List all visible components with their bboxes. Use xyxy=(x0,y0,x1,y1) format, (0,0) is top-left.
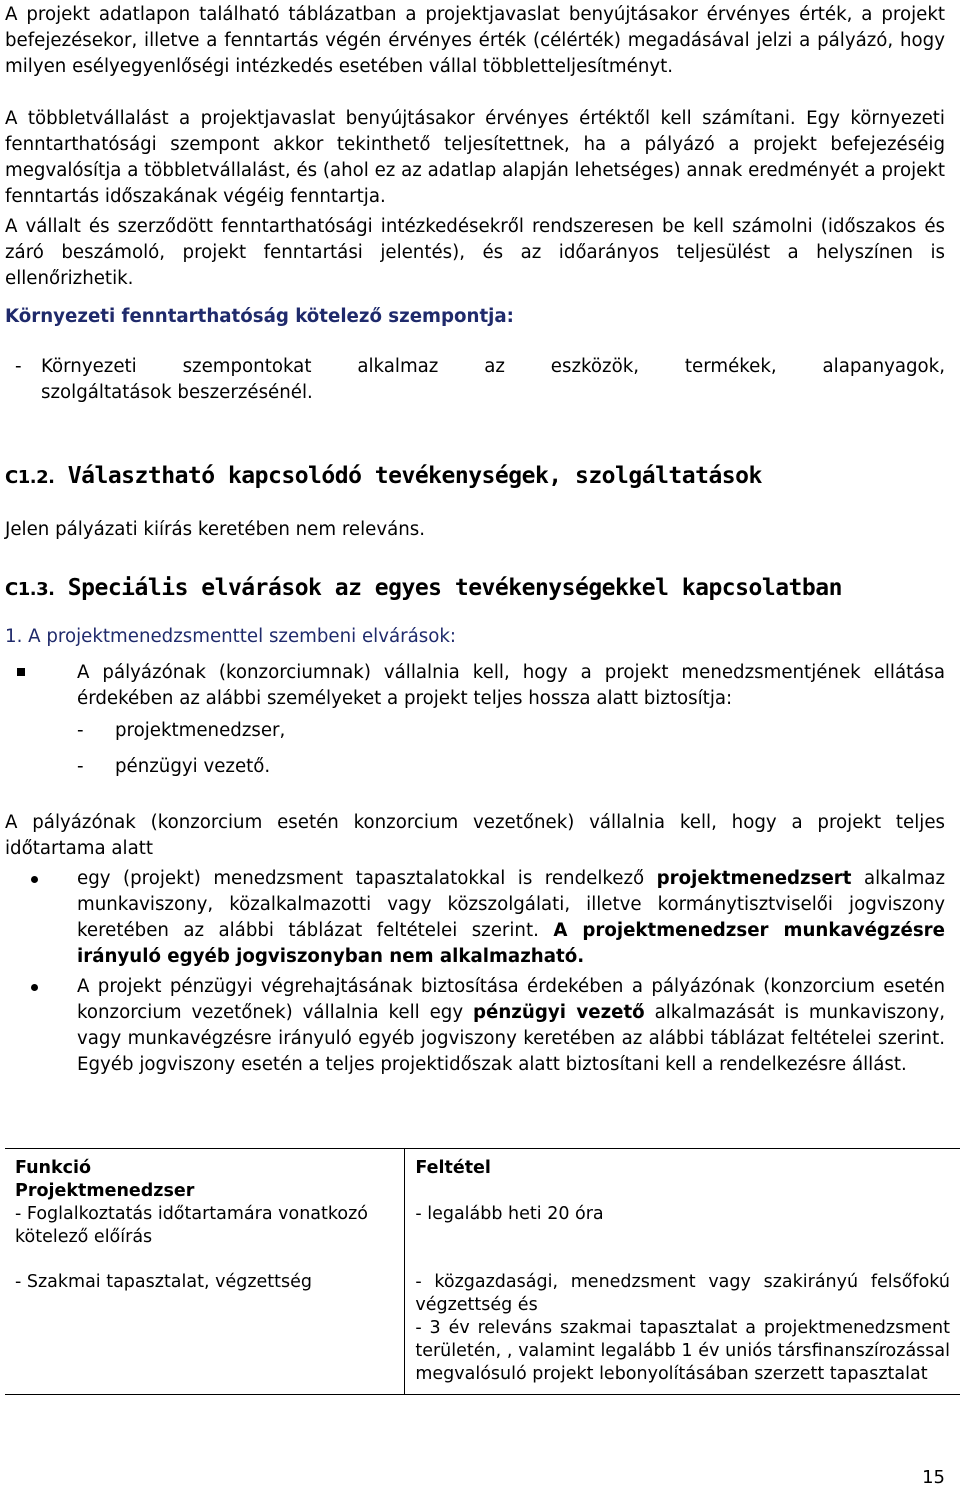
bullet1-b: projektmenedzsert xyxy=(656,868,852,889)
bullet2-c: alkalmazását is munkaviszony, vagy munkavégzésre irányuló egyéb jogviszony keretében az alábbi táblázat feltételei szerint. Egyéb jogviszony esetén a teljes projektidőszak alatt biztosítani kell a rendelkezésre állást. xyxy=(77,1002,945,1075)
env-item xyxy=(5,354,945,406)
col1-header: Funkció xyxy=(15,1158,92,1178)
env-dash: - xyxy=(15,356,22,377)
list-item xyxy=(77,718,285,744)
section-c13-title: Speciális elvárások az egyes tevékenységekkel kapcsolatban xyxy=(67,575,842,601)
role-dash: - xyxy=(77,756,84,777)
pm-subheading-number: 1. xyxy=(5,626,23,647)
section-c13-number: C1.3. xyxy=(5,579,55,600)
bullet-icon xyxy=(31,984,38,991)
role-2: pénzügyi vezető. xyxy=(115,756,271,777)
page-number: 15 xyxy=(922,1467,945,1488)
r1-function: - Foglalkoztatás időtartamára vonatkozó kötelező előírás xyxy=(15,1204,368,1247)
pm-subheading xyxy=(5,624,456,650)
bullet-icon xyxy=(31,876,38,883)
table-cell xyxy=(5,1249,405,1395)
env-heading: Környezeti fenntarthatóság kötelező szempontja: xyxy=(5,306,514,327)
role-dash: - xyxy=(77,720,84,741)
section-c12-heading xyxy=(5,461,762,493)
section-c12-number: C1.2. xyxy=(5,467,55,488)
square-bullet-icon xyxy=(17,668,25,676)
role-1: projektmenedzser, xyxy=(115,720,286,741)
role-label: Projektmenedzser xyxy=(15,1181,195,1201)
pm-square-item-text: A pályázónak (konzorciumnak) vállalnia kell, hogy a projekt menedzsmentjének ellátása érdekében az alábbi személyeket a projekt teljes hossza alatt biztosítja: xyxy=(77,662,945,709)
intro-paragraph-2 xyxy=(5,106,945,210)
r2-condition-2: - 3 év releváns szakmai tapasztalat a projektmenedzsment területén, , valamint legalább 1 év uniós társfinanszírozással megvalósuló projekt lebonyolításában szerzett tapasztalat xyxy=(415,1318,950,1384)
pm-bullet-list xyxy=(5,866,945,1078)
bullet1-d: A projektmenedzser munkavégzésre irányuló egyéb jogviszonyban nem alkalmazható. xyxy=(77,920,945,967)
bullet1-c: alkalmaz munkaviszony, közalkalmazotti vagy közszolgálati, illetve kormánytisztviselői jogviszony keretében az alábbi táblázat feltételei szerint. xyxy=(77,868,945,941)
table-cell xyxy=(5,1149,405,1250)
table-cell xyxy=(405,1149,960,1250)
section-c13-heading xyxy=(5,573,842,605)
pm-subheading-title: A projektmenedzsmenttel szembeni elvárások: xyxy=(28,626,457,647)
table-row xyxy=(5,1149,960,1250)
list-item xyxy=(5,866,945,970)
bullet2-a: A projekt pénzügyi végrehajtásának biztosítása érdekében a pályázónak (konzorcium esetén konzorcium vezetőnek) vállalnia kell egy xyxy=(77,976,945,1023)
pm-square-list xyxy=(5,660,945,712)
bullet2-b: pénzügyi vezető xyxy=(472,1002,645,1023)
intro-paragraph-2a: A többletvállalást a projektjavaslat benyújtásakor érvényes értéktől kell számítani. xyxy=(5,108,796,129)
col2-header: Feltétel xyxy=(415,1158,491,1178)
conditions-table xyxy=(5,1148,960,1395)
intro-paragraph-2b: Egy környezeti fenntarthatósági szempont akkor tekinthető teljesítettnek, ha a pályázó a projekt befejezéséig megvalósítja a többletvállalást, és (ahol ez az adatlap alapján lehetséges) annak eredményét a projekt fenntartás időszakának végéig fenntartja. xyxy=(5,108,945,207)
r1-condition: - legalább heti 20 óra xyxy=(415,1204,604,1224)
r2-function: - Szakmai tapasztalat, végzettség xyxy=(15,1272,313,1292)
section-c12-title: Választható kapcsolódó tevékenységek, szolgáltatások xyxy=(67,463,762,489)
intro-paragraph-3: A vállalt és szerződött fenntarthatósági intézkedésekről rendszeresen be kell számolni (időszakos és záró beszámoló, projekt fenntartási jelentés), és az időarányos teljesülést a helyszínen is ellenőrizhetik. xyxy=(5,216,945,289)
bullet1-a: egy (projekt) menedzsment tapasztalatokkal is rendelkező xyxy=(77,868,657,889)
list-item xyxy=(77,754,285,780)
intro-paragraph-1: A projekt adatlapon található táblázatban a projektjavaslat benyújtásakor érvényes érték, a projekt befejezésekor, illetve a fenntartás végén érvényes érték (célérték) megadásával jelzi a pályázó, hogy milyen esélyegyenlőségi intézkedés esetében vállal többletteljesítményt. xyxy=(5,4,945,77)
env-item-line2: szolgáltatások beszerzésénél. xyxy=(41,382,313,403)
pm-paragraph: A pályázónak (konzorcium esetén konzorcium vezetőnek) vállalnia kell, hogy a projekt teljes időtartama alatt xyxy=(5,812,945,859)
pm-roles-list xyxy=(5,718,285,780)
section-c12-text: Jelen pályázati kiírás keretében nem releváns. xyxy=(5,519,426,540)
list-item xyxy=(5,974,945,1078)
env-item-line1: Környezeti szempontokat alkalmaz az eszközök, termékek, alapanyagok, xyxy=(41,356,945,377)
r2-condition-1: - közgazdasági, menedzsment vagy szakirányú felsőfokú végzettség és xyxy=(415,1272,950,1315)
table-row xyxy=(5,1249,960,1395)
list-item xyxy=(5,660,945,712)
table-cell xyxy=(405,1249,960,1395)
